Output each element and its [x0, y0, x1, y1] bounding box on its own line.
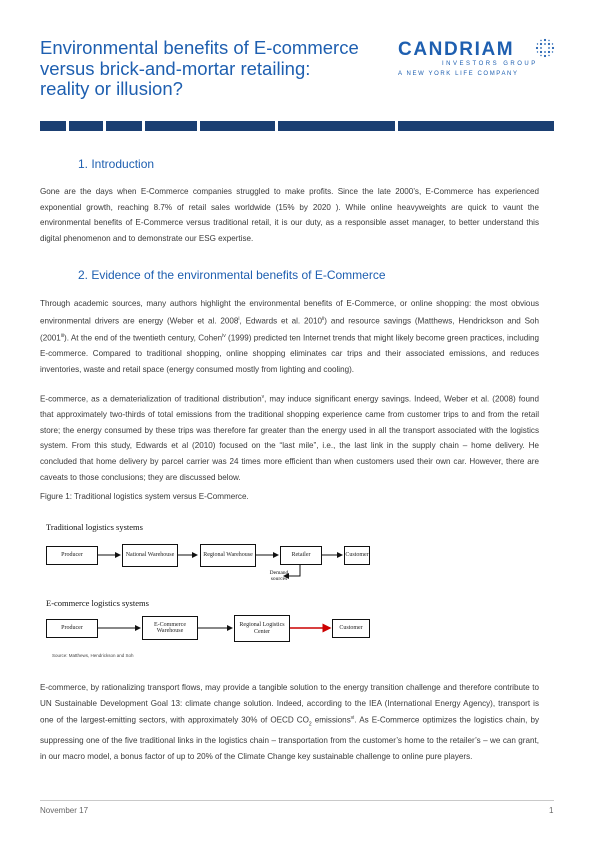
ecom-box-ecommerce-warehouse: E-Commerce Warehouse	[142, 616, 198, 640]
header-divider-bars	[40, 121, 554, 131]
logistics-figure	[40, 520, 370, 670]
trad-box-national-warehouse: National Warehouse	[122, 544, 178, 567]
candriam-logo	[398, 38, 558, 84]
section-heading-introduction: 1. Introduction	[78, 157, 155, 171]
figure-source: Source: Matthews, Hendrickson and Soh	[52, 653, 134, 658]
figure-arrows	[40, 520, 370, 670]
ecommerce-systems-title: E-commerce logistics systems	[46, 598, 149, 608]
logo-subline: INVESTORS GROUP	[442, 61, 538, 67]
trad-box-regional-warehouse: Regional Warehouse	[200, 544, 256, 567]
evidence-paragraph-1: Through academic sources, many authors highlight the environmental benefits of E-Commerce, or online shopping: the most obvious environmental drivers are energy (Weber et al. 2008$^i$, Edwards et al. 2010$^{ii}$) and resource savings (Matthews, Hendrickson and Soh (2001$^{iii}$). At the end of the twentieth century, Cohen$^{iv}$ (1999) predicted ten Internet trends that might likely become green practices, including E-commerce. Compared to traditional shopping, online shopping eliminates car trips and their associated emissions, and reduces inventories, waste and retail space (energy consumed mostly from lighting and cooling).	[40, 299, 540, 374]
evidence-paragraph-2: E-commerce, as a dematerialization of traditional distribution$^v$, may induce significant energy savings. Indeed, Weber et al. (2008) found that approximately two-thirds of total emissions from the traditional shopping experience came from customer trips to and from the retail store; the energy consumed by these trips was therefore far greater than the energy used in all the transport associated with the logistics system. From this study, Edwards et al (2010) focused on the “last mile”, i.e., the last link in the supply chain – home delivery. He concluded that home delivery by parcel carrier was 24 times more efficient than when customers used their own car. However, there are caveats to those conclusions; they are discussed below.	[40, 394, 539, 482]
ecom-box-customer: Customer	[332, 619, 370, 638]
title-line-3: reality or illusion?	[40, 78, 183, 99]
ecom-box-producer: Producer	[46, 619, 98, 638]
document-title	[40, 38, 380, 100]
title-line-1: Environmental benefits of E-commerce	[40, 37, 359, 58]
section-heading-evidence: 2. Evidence of the environmental benefits of E-Commerce	[78, 268, 386, 282]
evidence-paragraph-3: E-commerce, by rationalizing transport flows, may provide a tangible solution to the energy transition challenge and therefore contribute to UN Sustainable Development Goal 13: climate change solution. Indeed, according to the IEA (International Energy Agency), transport is one of the largest-emitting sectors, with approximately 30% of OECD $CO_2$ emissions$^{vi}$. As E-Commerce optimizes the logistics chain, by suppressing one of the five traditional links in the logistics chain – transportation from the customer’s home to the retailer’s – we can grant, in our macro model, a bonus factor of up to 20% of the Climate Change key sustainable challenge to online pure players.	[40, 683, 540, 761]
intro-paragraph: Gone are the days when E-Commerce companies struggled to make profits. Since the late 2000’s, E-Commerce has experienced exponential growth, reaching 8.7% of retail sales worldwide (15% by 2020 ). While online heavyweights are quick to vaunt the environmental benefits of E-Commerce versus traditional retail, it is our duty, as a responsible asset manager, to better understand this digital phenomenon and to demonstrate our ESG expertise.	[40, 187, 539, 243]
trad-box-producer: Producer	[46, 546, 98, 565]
page-number: 1	[549, 806, 554, 815]
figure-caption: Figure 1: Traditional logistics system versus E-Commerce.	[40, 492, 249, 501]
ecom-box-regional-logistics-center: Regional Logistics Center	[234, 615, 290, 642]
trad-box-customer: Customer	[344, 546, 370, 565]
title-line-2: versus brick-and-mortar retailing:	[40, 57, 311, 79]
trad-demand-note: Demand sources	[269, 570, 289, 582]
footer-date: November 17	[40, 806, 89, 815]
logo-mark-icon	[535, 38, 555, 58]
trad-box-retailer: Retailer	[280, 546, 322, 565]
footer-divider	[40, 800, 554, 801]
logo-tagline: A NEW YORK LIFE COMPANY	[398, 71, 519, 77]
traditional-systems-title: Traditional logistics systems	[46, 522, 143, 532]
logo-wordmark: CANDRIAM	[398, 39, 515, 60]
